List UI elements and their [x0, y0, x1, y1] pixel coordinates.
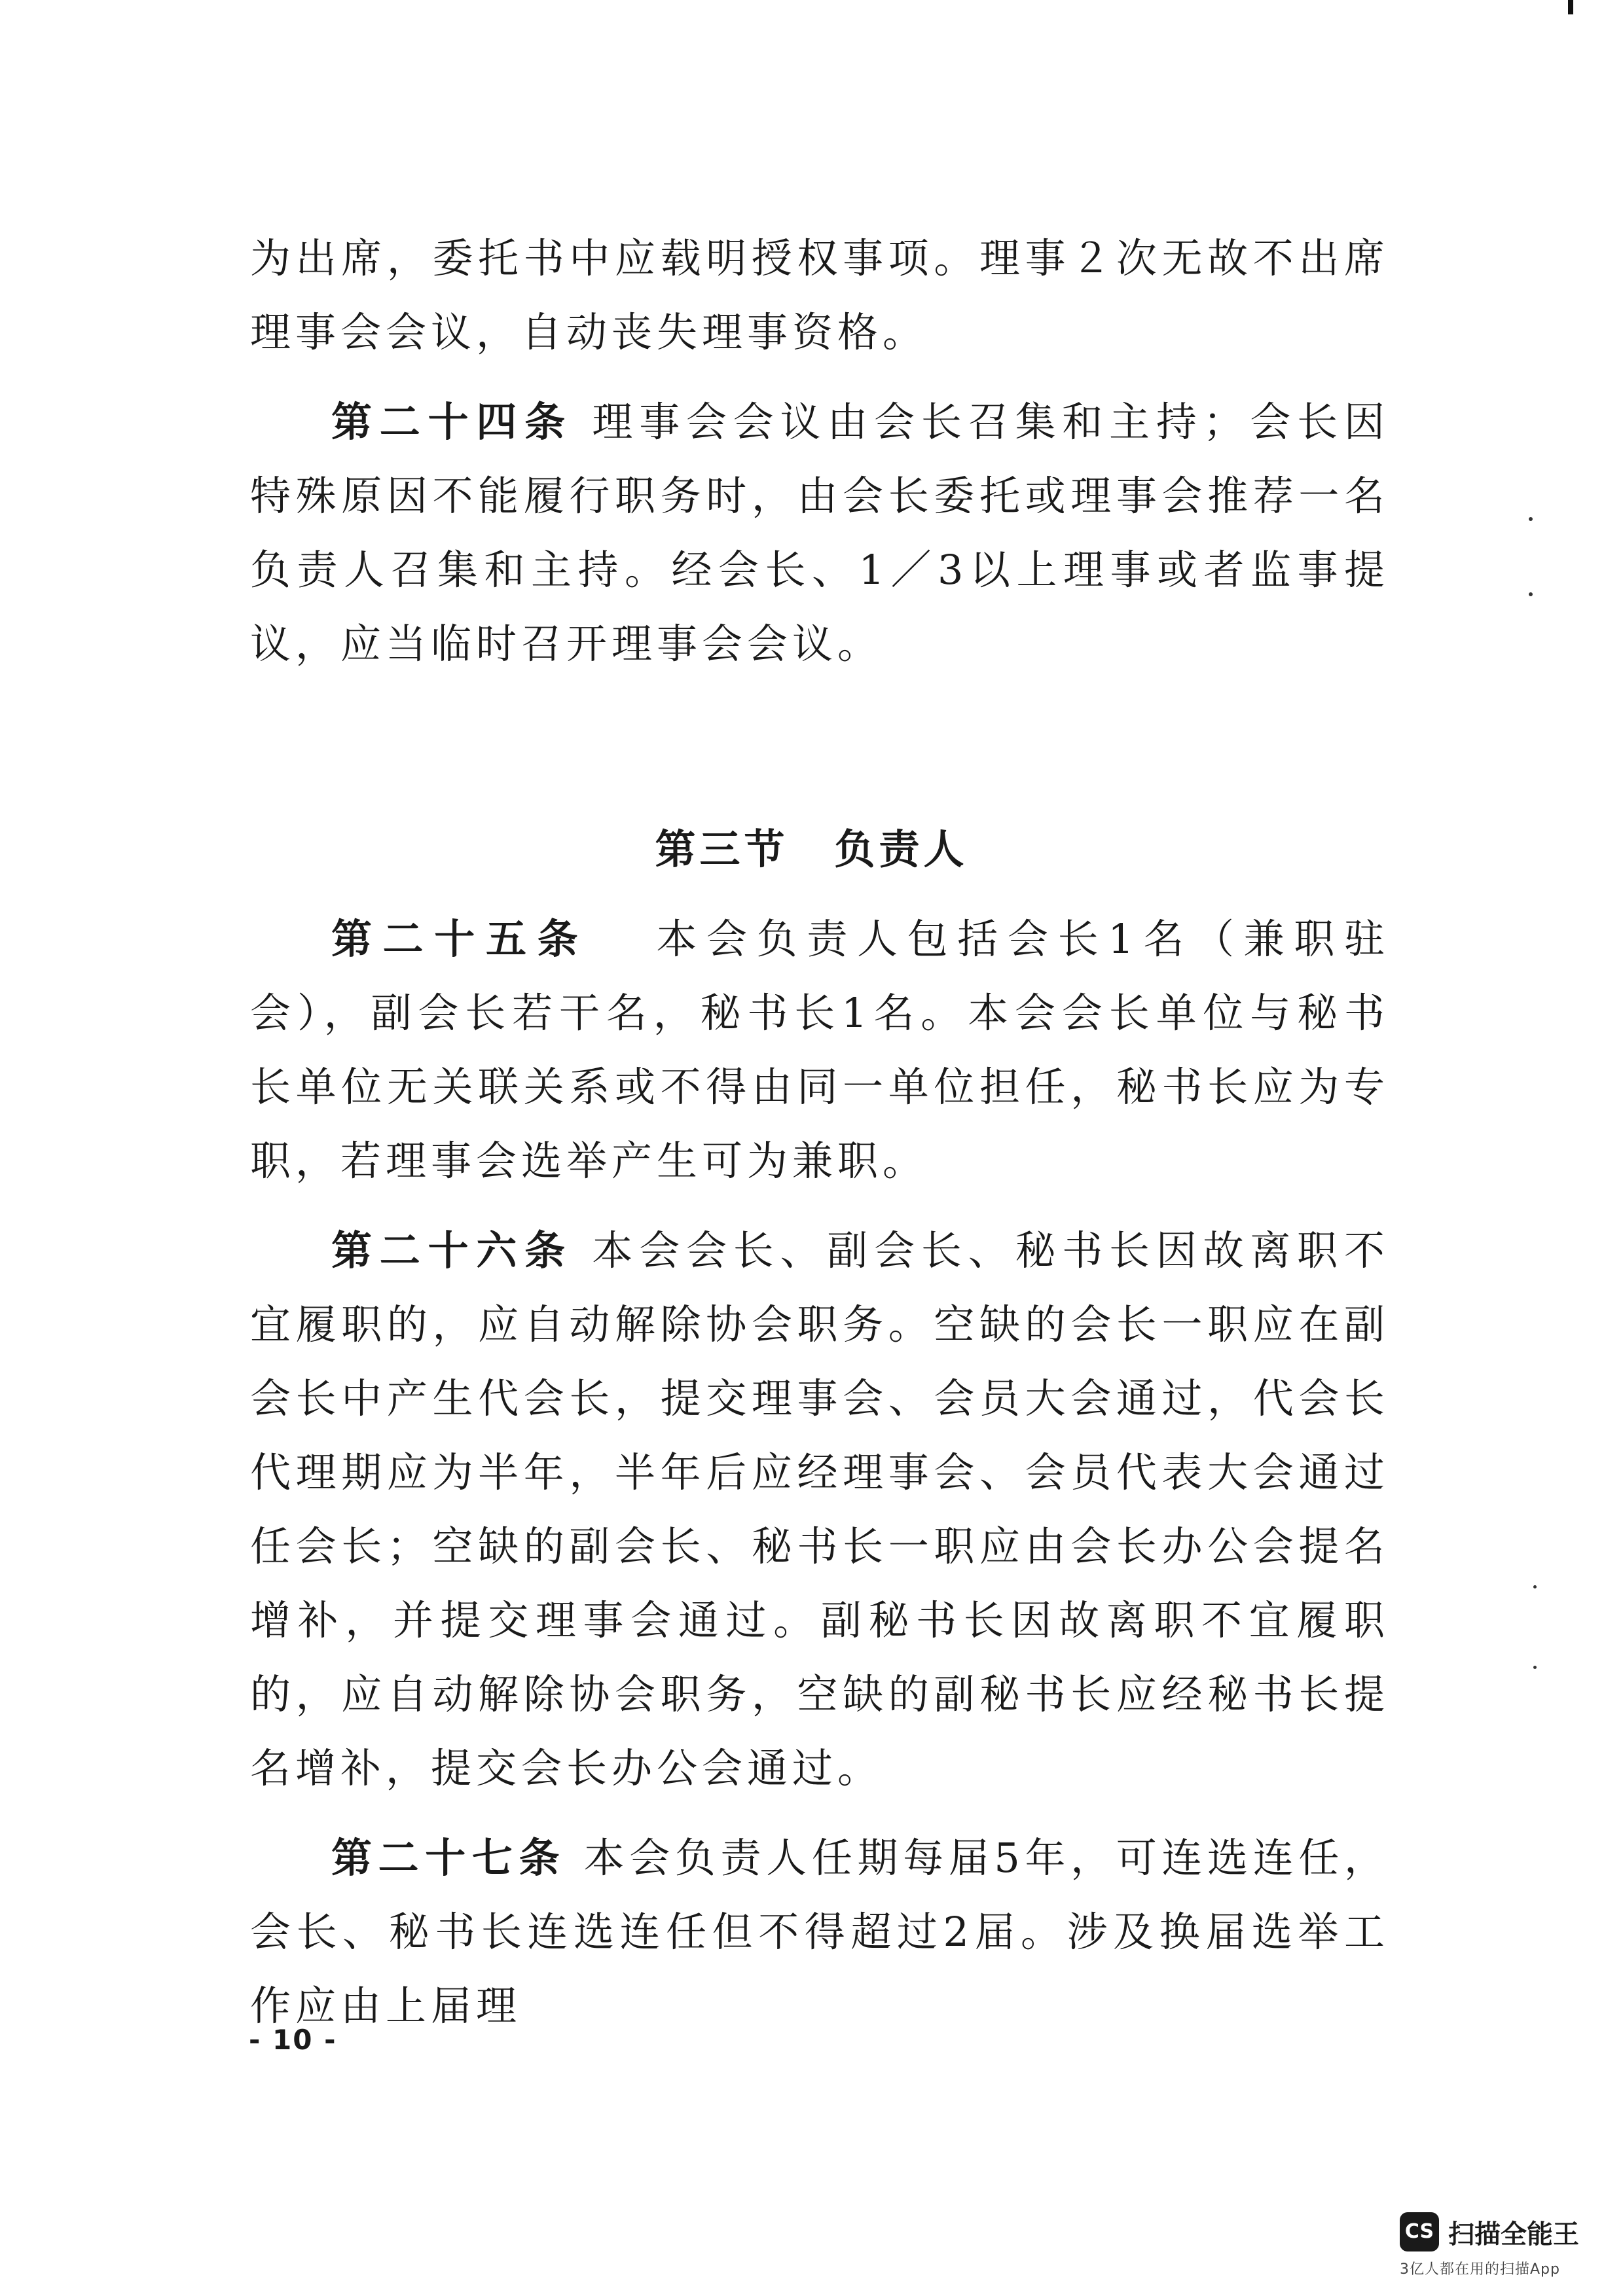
scan-edge-mark [1568, 0, 1573, 14]
section-heading [0, 817, 1623, 875]
article-24 [250, 385, 1389, 681]
article-27-label: 第二十七条 [331, 1834, 566, 1882]
scanner-watermark [1400, 2212, 1609, 2284]
scan-speck [1533, 1666, 1537, 1669]
article-24-text: 理事会会议由会长召集和主持；会长因特殊原因不能履行职务时，由会长委托或理事会推荐一名负责人召集和主持。经会长、1／3以上理事或者监事提议，应当临时召开理事会会议。 [250, 398, 1389, 668]
scan-speck [1533, 1585, 1537, 1588]
article-27 [250, 1821, 1389, 2043]
article-26-label: 第二十六条 [331, 1227, 573, 1274]
continuation-paragraph: 为出席，委托书中应载明授权事项。理事２次无故不出席理事会会议，自动丧失理事资格。 [250, 234, 1389, 356]
article-26 [250, 1213, 1389, 1805]
body-text-upper [250, 221, 1389, 681]
article-27-text: 本会负责人任期每届5年，可连选连任，会长、秘书长连选连任但不得超过2届。涉及换届选举工作应由上届理 [250, 1834, 1389, 2030]
article-26-text: 本会会长、副会长、秘书长因故离职不宜履职的，应自动解除协会职务。空缺的会长一职应在副会长中产生代会长，提交理事会、会员大会通过，代会长代理期应为半年，半年后应经理事会、会员代表大会通过任会长；空缺的副会长、秘书长一职应由会长办公会提名增补，并提交理事会通过。副秘书长因故离职不宜履职的，应自动解除协会职务，空缺的副秘书长应经秘书长提名增补，提交会长办公会通过。 [250, 1227, 1389, 1792]
article-25 [250, 902, 1389, 1198]
page-number: - 10 - [249, 2024, 337, 2056]
section-number: 第三节 [655, 825, 789, 873]
article-25-label: 第二十五条 [331, 915, 589, 963]
section-title: 负责人 [834, 825, 968, 873]
scanner-app-name: 扫描全能王 [1448, 2219, 1579, 2250]
article-25-text: 本会负责人包括会长1名（兼职驻会），副会长若干名，秘书长1名。本会会长单位与秘书长单位无关联关系或不得由同一单位担任，秘书长应为专职，若理事会选举产生可为兼职。 [250, 915, 1389, 1185]
scan-speck [1529, 592, 1533, 596]
body-text-lower [250, 902, 1389, 2043]
scanner-tagline: 3亿人都在用的扫描App [1400, 2261, 1560, 2278]
scanner-logo-icon: CS [1400, 2212, 1439, 2251]
article-24-label: 第二十四条 [331, 398, 573, 446]
scan-speck [1529, 517, 1533, 521]
